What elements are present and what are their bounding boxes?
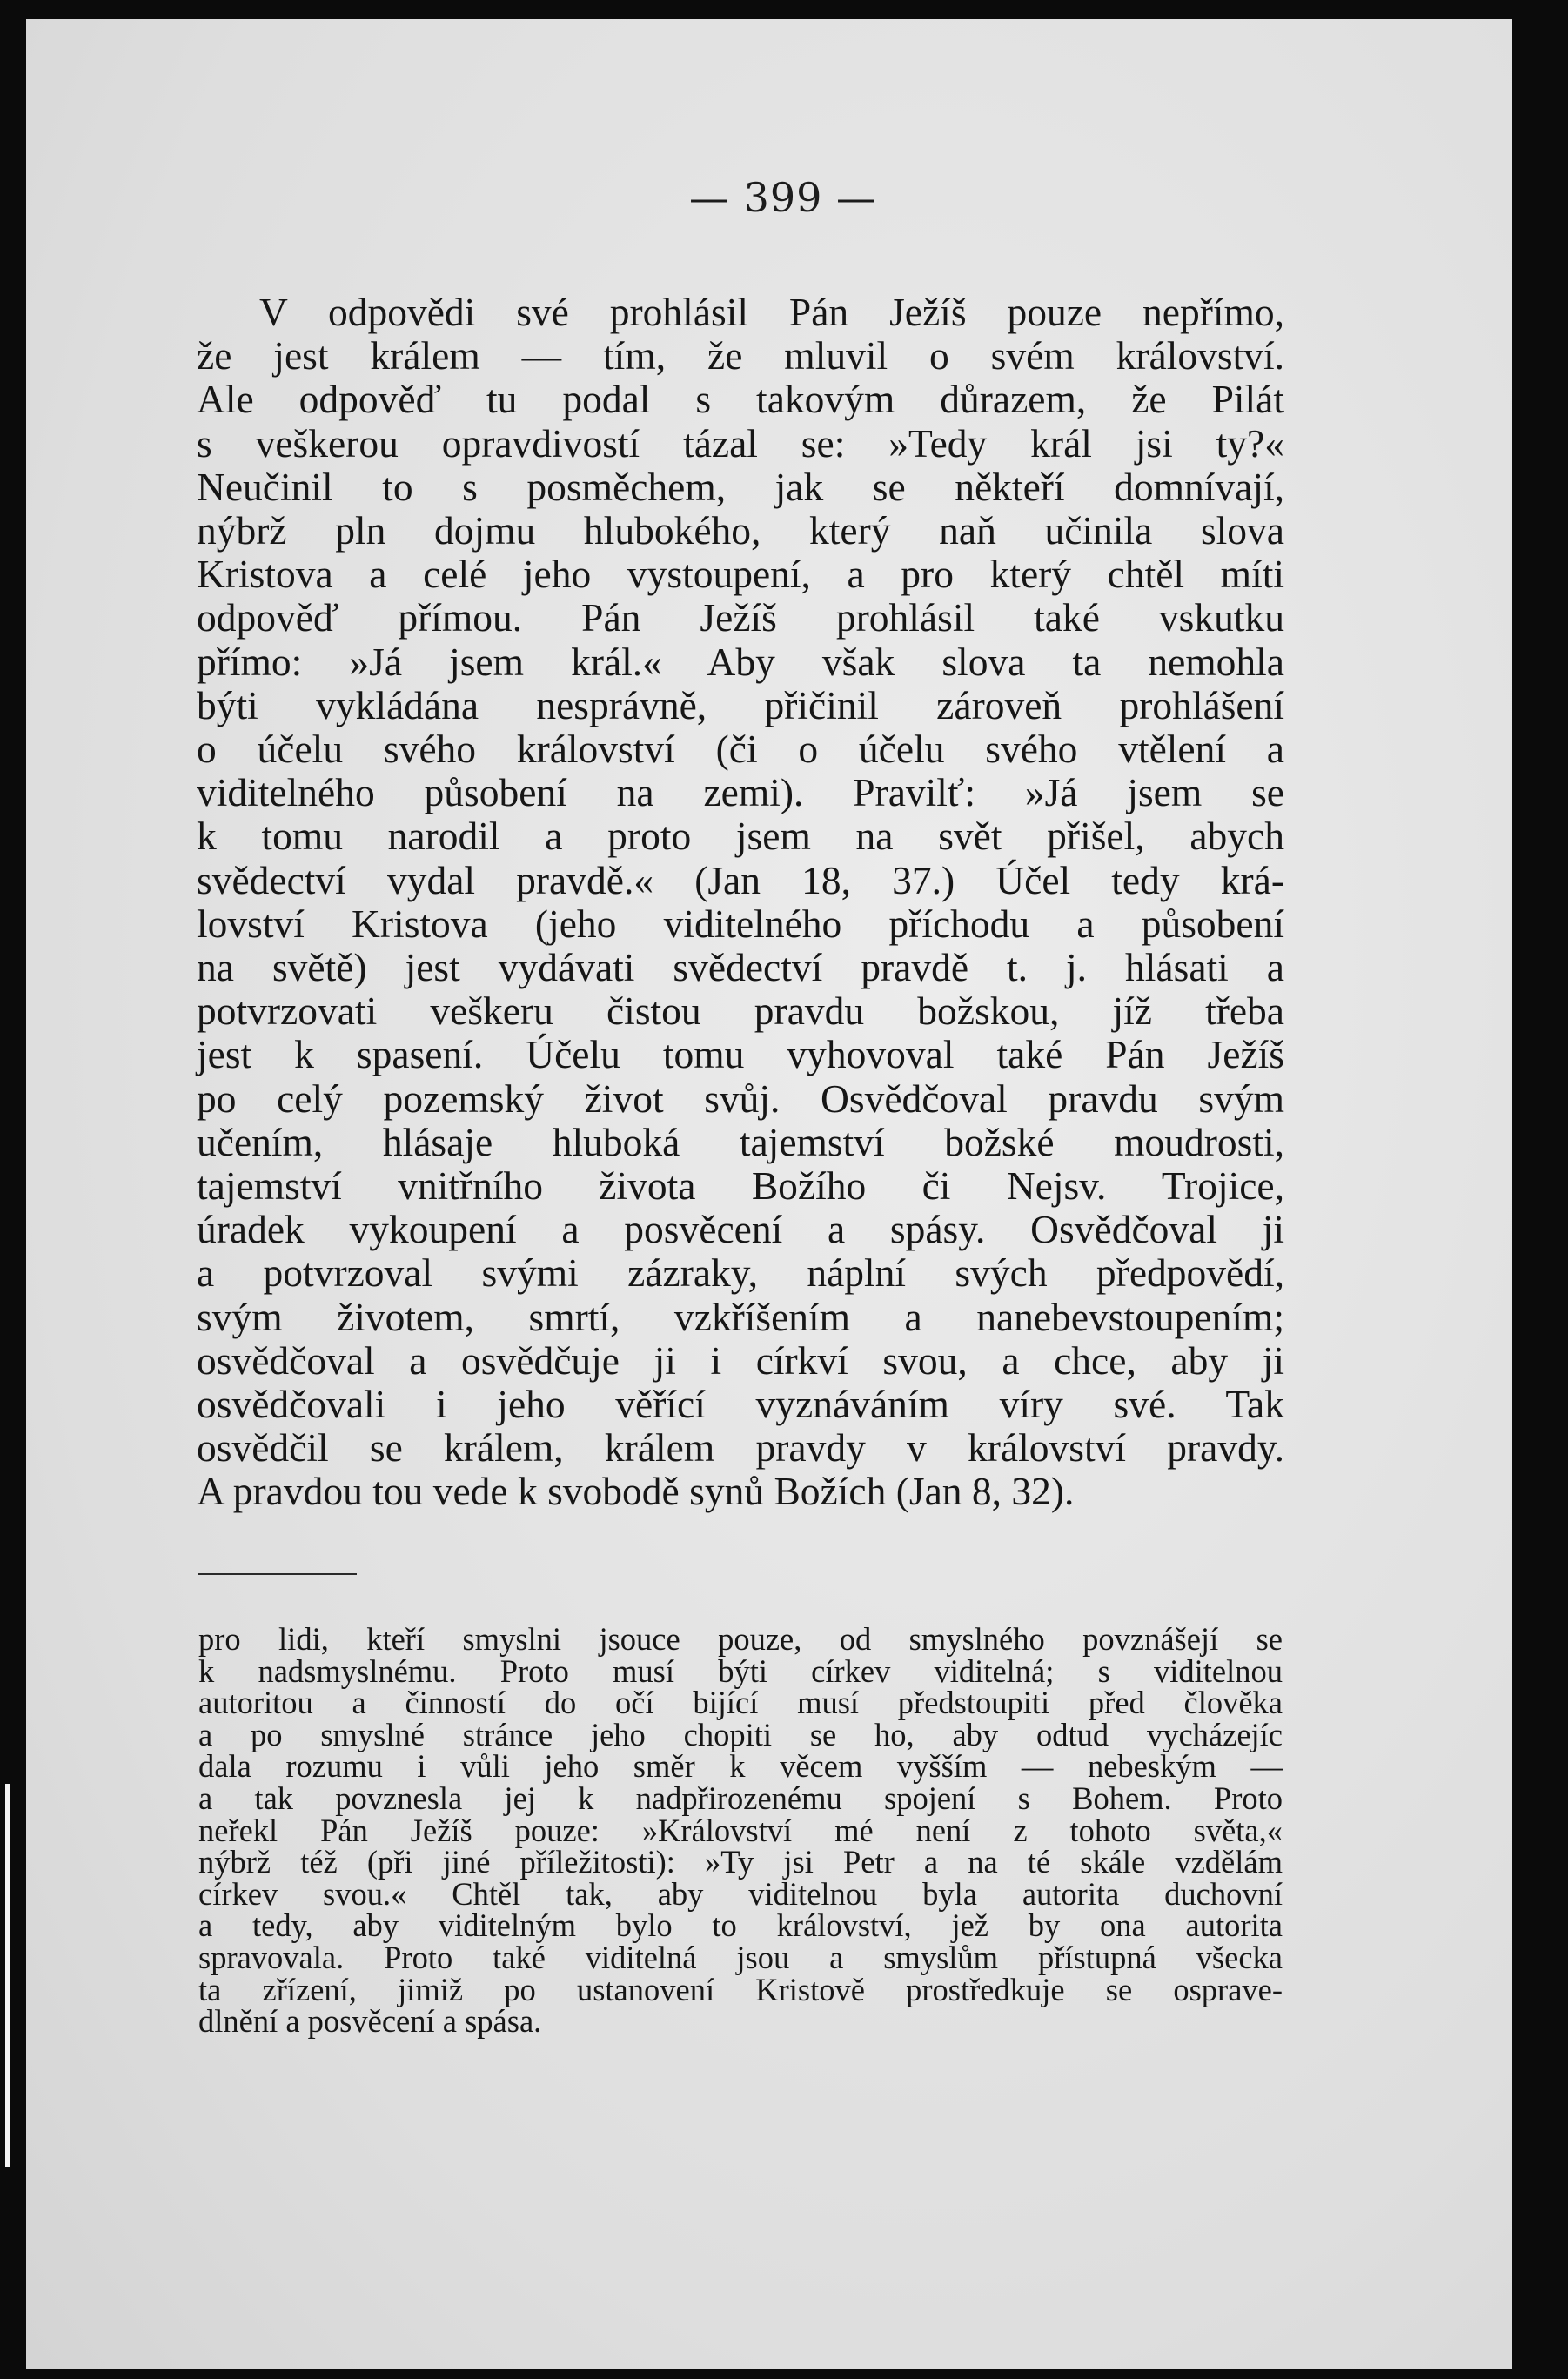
text-line: na světě) jest vydávati svědectví pravdě t. j. hlásati a	[197, 945, 1284, 990]
text-line: Neučinil to s posměchem, jak se někteří domnívají,	[197, 464, 1284, 509]
text-line: s veškerou opravdivostí tázal se: »Tedy král jsi ty?«	[197, 420, 1284, 466]
footnote-separator	[198, 1573, 357, 1575]
text-line: učením, hlásaje hluboká tajemství božské moudrosti,	[197, 1119, 1284, 1164]
main-text	[197, 291, 1284, 1514]
footnote-line: autoritou a činností do očí bijící musí předstoupiti před člověka	[198, 1685, 1283, 1721]
text-line: nýbrž pln dojmu hlubokého, který naň učinila slova	[197, 508, 1284, 553]
text-line: viditelného působení na zemi). Pravilť: »Já jsem se	[197, 770, 1284, 815]
footnote-line: pro lidi, kteří smyslni jsouce pouze, od smyslného povznášejí se	[198, 1621, 1283, 1657]
footnote-line: a po smyslné stránce jeho chopiti se ho, aby odtud vycházejíc	[198, 1716, 1283, 1752]
text-line: k tomu narodil a proto jsem na svět přišel, abych	[197, 814, 1284, 859]
footnote-line: spravovala. Proto také viditelná jsou a smyslům přístupná všecka	[198, 1939, 1283, 1975]
text-line: V odpovědi své prohlásil Pán Ježíš pouze nepřímo,	[259, 290, 1284, 334]
footnote-line: a tedy, aby viditelným bylo to království, jež by ona autorita	[198, 1907, 1283, 1944]
page-number: — 399 —	[688, 174, 878, 221]
scan-margin-mark	[5, 1784, 10, 2167]
text-line: Kristova a celé jeho vystoupení, a pro který chtěl míti	[197, 552, 1284, 597]
scan-left-edge	[0, 0, 26, 2379]
text-line: úradek vykoupení a posvěcení a spásy. Osvědčoval ji	[197, 1207, 1284, 1252]
footnote	[198, 1621, 1283, 2040]
text-line: a potvrzoval svými zázraky, náplní svých předpovědí,	[197, 1250, 1284, 1296]
text-line: tajemství vnitřního života Božího či Nejsv. Trojice,	[197, 1163, 1284, 1209]
text-line: že jest králem — tím, že mluvil o svém království.	[197, 333, 1284, 379]
text-line: přímo: »Já jsem král.« Aby však slova ta nemohla	[197, 639, 1284, 684]
text-line: svědectví vydal pravdě.« (Jan 18, 37.) Účel tedy krá-	[197, 857, 1284, 902]
text-line: lovství Kristova (jeho viditelného příchodu a působení	[197, 901, 1284, 946]
scan-right-edge	[1512, 19, 1540, 2369]
text-line: Ale odpověď tu podal s takovým důrazem, že Pilát	[197, 377, 1284, 422]
text-line: potvrzovati veškeru čistou pravdu božskou, jíž třeba	[197, 988, 1284, 1034]
footnote-line: nýbrž též (při jiné příležitosti): »Ty jsi Petr a na té skále vzdělám	[198, 1844, 1283, 1880]
book-page	[26, 19, 1540, 2369]
text-line: svým životem, smrtí, vzkříšením a nanebevstoupením;	[197, 1294, 1284, 1339]
text-line: osvědčovali i jeho věřící vyznáváním víry své. Tak	[197, 1382, 1284, 1427]
text-line: odpověď přímou. Pán Ježíš prohlásil také vskutku	[197, 595, 1284, 640]
footnote-line: neřekl Pán Ježíš pouze: »Království mé není z tohoto světa,«	[198, 1812, 1283, 1848]
text-line: po celý pozemský život svůj. Osvědčoval pravdu svým	[197, 1076, 1284, 1121]
footnote-line: a tak povznesla jej k nadpřirozenému spojení s Bohem. Proto	[198, 1779, 1283, 1816]
text-line: osvědčoval a osvědčuje ji i církví svou, a chce, aby ji	[197, 1337, 1284, 1383]
text-line: býti vykládána nesprávně, přičinil zároveň prohlášení	[197, 682, 1284, 727]
footnote-line: k nadsmyslnému. Proto musí býti církev viditelná; s viditelnou	[198, 1652, 1283, 1689]
text-line: o účelu svého království (či o účelu svého vtělení a	[197, 727, 1284, 772]
text-line: osvědčil se králem, králem pravdy v království pravdy.	[197, 1425, 1284, 1471]
text-line: A pravdou tou vede k svobodě synů Božích (Jan 8, 32).	[197, 1469, 1075, 1514]
footnote-line: dala rozumu i vůli jeho směr k věcem vyšším — nebeským —	[198, 1748, 1283, 1785]
footnote-line: církev svou.« Chtěl tak, aby viditelnou byla autorita duchovní	[198, 1875, 1283, 1912]
footnote-line: dlnění a posvěcení a spása.	[198, 2003, 542, 2040]
text-line: jest k spasení. Účelu tomu vyhovoval také Pán Ježíš	[197, 1032, 1284, 1077]
footnote-line: ta zřízení, jimiž po ustanovení Kristově prostředkuje se osprave-	[198, 1971, 1283, 2007]
